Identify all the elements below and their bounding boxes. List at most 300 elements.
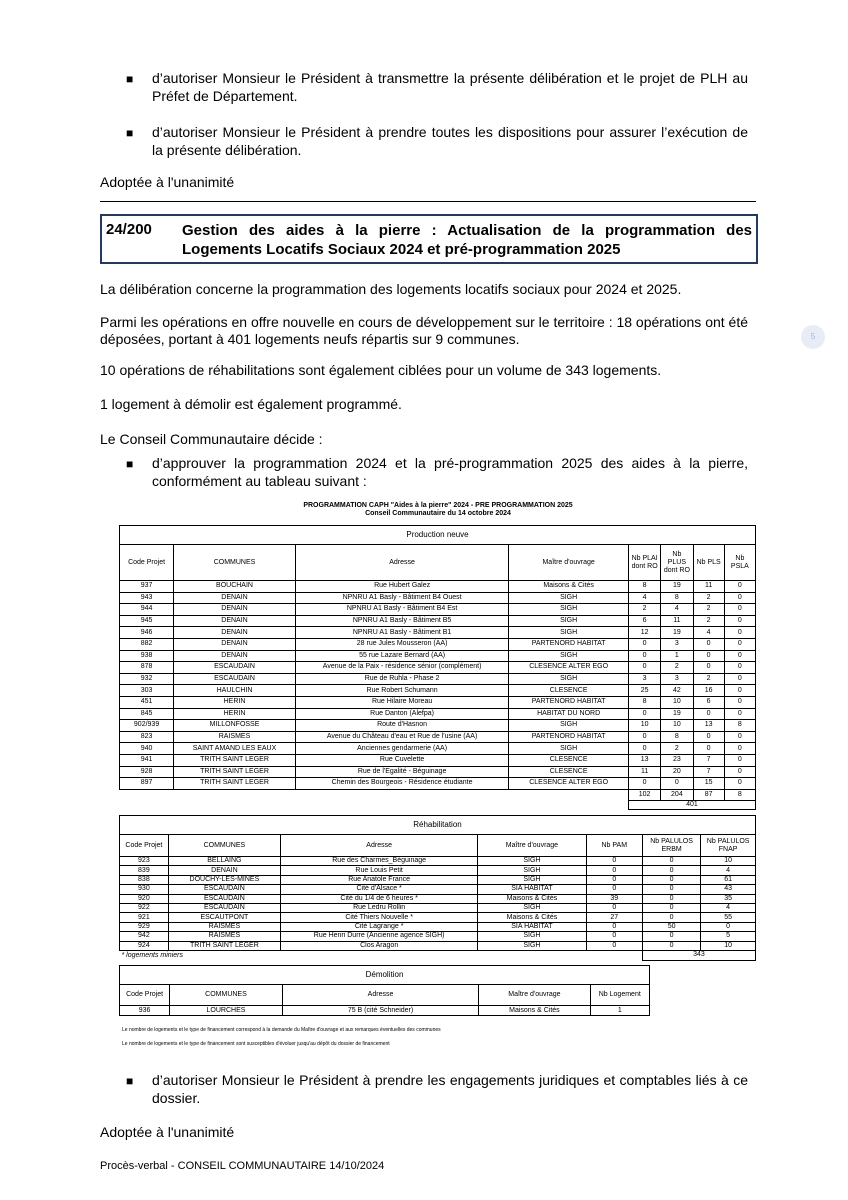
table-cell: 938 bbox=[120, 650, 174, 662]
table-cell: CLESENCE bbox=[509, 754, 629, 766]
table-cell: 1 bbox=[661, 650, 693, 662]
table-cell: 3 bbox=[661, 673, 693, 685]
table-cell: SIA HABITAT bbox=[478, 885, 586, 894]
table-cell: 10 bbox=[628, 720, 660, 732]
table-cell: 921 bbox=[120, 913, 169, 922]
table-rehabilitation bbox=[119, 815, 756, 961]
table-cell: 0 bbox=[693, 743, 724, 755]
table-cell: 25 bbox=[628, 685, 660, 697]
table-cell: 4 bbox=[701, 866, 756, 875]
table-cell: 0 bbox=[701, 922, 756, 931]
table-cell: Cité du 1/4 de 6 heures * bbox=[281, 894, 478, 903]
table-cell: DENAIN bbox=[174, 627, 296, 639]
table-row bbox=[120, 866, 756, 875]
table-cell: 15 bbox=[693, 778, 724, 790]
table-row bbox=[120, 875, 756, 884]
table-cell: 0 bbox=[724, 604, 755, 616]
table-production-neuve bbox=[119, 525, 756, 810]
table-cell: SIGH bbox=[509, 743, 629, 755]
table-row bbox=[120, 922, 756, 931]
table-row bbox=[120, 685, 756, 697]
table-cell: 0 bbox=[724, 743, 755, 755]
table-cell: NPNRU A1 Basly - Bâtiment B4 Est bbox=[295, 604, 508, 616]
table-cell: 2 bbox=[661, 743, 693, 755]
table-cell: Rue Henri Durre (Ancienne agence SIGH) bbox=[281, 932, 478, 941]
table-cell: 0 bbox=[586, 932, 642, 941]
table-cell: 838 bbox=[120, 875, 169, 884]
bullet-text-commitments: d’autoriser Monsieur le Président à prendre les engagements juridiques et comptables liés à ce dossier. bbox=[152, 1072, 748, 1106]
grand-total-row bbox=[120, 800, 756, 809]
table-cell: 923 bbox=[120, 857, 169, 866]
table-cell: 1 bbox=[590, 1006, 649, 1016]
column-header: Nb PAM bbox=[586, 835, 642, 857]
table-cell: 16 bbox=[693, 685, 724, 697]
table-cell: 944 bbox=[120, 604, 174, 616]
table-cell: 0 bbox=[724, 708, 755, 720]
table-cell: 0 bbox=[586, 885, 642, 894]
bullet-icon: ■ bbox=[126, 72, 134, 86]
table-cell: Cité d'Alsace * bbox=[281, 885, 478, 894]
table-cell: 11 bbox=[661, 615, 693, 627]
table-cell: 0 bbox=[724, 766, 755, 778]
table-cell: 61 bbox=[701, 875, 756, 884]
table-cell: 943 bbox=[120, 592, 174, 604]
table-cell: 4 bbox=[628, 592, 660, 604]
paragraph: Le Conseil Communautaire décide : bbox=[100, 431, 323, 447]
bullet-icon: ■ bbox=[126, 1074, 134, 1088]
table-cell: 897 bbox=[120, 778, 174, 790]
table-cell: Rue Hubert Galez bbox=[295, 581, 508, 593]
table-cell: Clos Aragon bbox=[281, 941, 478, 950]
table-row bbox=[120, 638, 756, 650]
table-cell: SIA HABITAT bbox=[478, 922, 586, 931]
table-cell: 5 bbox=[701, 932, 756, 941]
table-cell: 13 bbox=[693, 720, 724, 732]
table-cell: 12 bbox=[628, 627, 660, 639]
table-cell: 0 bbox=[628, 778, 660, 790]
table-cell: 882 bbox=[120, 638, 174, 650]
table-cell: SIGH bbox=[509, 650, 629, 662]
table-cell: 920 bbox=[120, 894, 169, 903]
table-cell: SIGH bbox=[509, 615, 629, 627]
table-cell: 0 bbox=[724, 650, 755, 662]
table-cell: Rue Louis Petit bbox=[281, 866, 478, 875]
table-cell: 940 bbox=[120, 743, 174, 755]
table-cell: Cité Thiers Nouvelle * bbox=[281, 913, 478, 922]
table-row bbox=[120, 731, 756, 743]
table-cell: 2 bbox=[693, 592, 724, 604]
table-cell: 7 bbox=[693, 754, 724, 766]
table-cell: ESCAUDAIN bbox=[168, 885, 280, 894]
table-cell: 0 bbox=[642, 857, 700, 866]
table-header-row bbox=[120, 545, 756, 581]
empty-cell bbox=[120, 789, 629, 800]
table-header-row bbox=[120, 985, 650, 1006]
table-cell: 878 bbox=[120, 662, 174, 674]
table-cell: 0 bbox=[586, 857, 642, 866]
table-cell: 13 bbox=[628, 754, 660, 766]
table-row bbox=[120, 903, 756, 912]
table-cell: 75 B (cité Schneider) bbox=[282, 1006, 479, 1016]
total-cell: 87 bbox=[693, 789, 724, 800]
table-row bbox=[120, 673, 756, 685]
table-row bbox=[120, 627, 756, 639]
table-cell: 55 rue Lazare Bernard (AA) bbox=[295, 650, 508, 662]
column-header: COMMUNES bbox=[170, 985, 283, 1006]
column-header: Maître d'ouvrage bbox=[478, 835, 586, 857]
table-header-row bbox=[120, 835, 756, 857]
table-cell: DENAIN bbox=[174, 592, 296, 604]
table-row bbox=[120, 604, 756, 616]
paragraph: 10 opérations de réhabilitations sont également ciblées pour un volume de 343 logements. bbox=[100, 362, 662, 378]
column-header: Code Projet bbox=[120, 545, 174, 581]
adopted-text: Adoptée à l'unanimité bbox=[100, 1124, 235, 1140]
column-header: Adresse bbox=[282, 985, 479, 1006]
table-cell: CLESENCE bbox=[509, 685, 629, 697]
table-cell: 924 bbox=[120, 941, 169, 950]
table-cell: Rue Danton (Alefpa) bbox=[295, 708, 508, 720]
table-cell: DENAIN bbox=[174, 638, 296, 650]
table-cell: 0 bbox=[724, 731, 755, 743]
table-cell: DENAIN bbox=[168, 866, 280, 875]
table-cell: 0 bbox=[693, 708, 724, 720]
table-cell: 2 bbox=[693, 604, 724, 616]
table-cell: 0 bbox=[724, 592, 755, 604]
table-row bbox=[120, 932, 756, 941]
table-cell: TRITH SAINT LEGER bbox=[174, 766, 296, 778]
paragraph: La délibération concerne la programmation des logements locatifs sociaux pour 2024 et 2025. bbox=[100, 281, 682, 297]
table-cell: 8 bbox=[628, 581, 660, 593]
column-header: Nb PLS bbox=[693, 545, 724, 581]
paragraph: 1 logement à démolir est également programmé. bbox=[100, 396, 402, 412]
table-cell: ESCAUTPONT bbox=[168, 913, 280, 922]
table-title: PROGRAMMATION CAPH "Aides à la pierre" 2024 - PRE PROGRAMMATION 2025 bbox=[303, 502, 573, 509]
table-row bbox=[120, 857, 756, 866]
table-cell: SIGH bbox=[509, 604, 629, 616]
table-cell: 303 bbox=[120, 685, 174, 697]
table-cell: SIGH bbox=[478, 903, 586, 912]
table-cell: BELLAING bbox=[168, 857, 280, 866]
table-cell: 11 bbox=[628, 766, 660, 778]
table-cell: 0 bbox=[724, 581, 755, 593]
table-row bbox=[120, 941, 756, 950]
table-cell: 6 bbox=[693, 696, 724, 708]
table-cell: 0 bbox=[724, 638, 755, 650]
table-cell: DENAIN bbox=[174, 650, 296, 662]
table-cell: 922 bbox=[120, 903, 169, 912]
table-cell: 0 bbox=[628, 650, 660, 662]
table-cell: 28 rue Jules Mousseron (AA) bbox=[295, 638, 508, 650]
column-header: Code Projet bbox=[120, 835, 169, 857]
table-cell: 0 bbox=[642, 932, 700, 941]
column-header: Nb PALULOS FNAP bbox=[701, 835, 756, 857]
table-cell: 6 bbox=[628, 615, 660, 627]
section-title: Gestion des aides à la pierre : Actualisation de la programmation des Logements Locatifs Sociaux 2024 et pré-programmation 2025 bbox=[182, 222, 752, 258]
table-cell: 936 bbox=[120, 1006, 170, 1016]
total-cell: 8 bbox=[724, 789, 755, 800]
section-label: Production neuve bbox=[120, 526, 756, 545]
table-cell: HERIN bbox=[174, 696, 296, 708]
table-cell: 937 bbox=[120, 581, 174, 593]
column-header: Nb Logement bbox=[590, 985, 649, 1006]
section-label: Réhabilitation bbox=[120, 816, 756, 835]
table-cell: MILLONFOSSE bbox=[174, 720, 296, 732]
table-cell: 20 bbox=[661, 766, 693, 778]
table-cell: 0 bbox=[693, 731, 724, 743]
column-header: Nb PLAI dont RO bbox=[628, 545, 660, 581]
table-row bbox=[120, 885, 756, 894]
column-header: Nb PLUS dont RO bbox=[661, 545, 693, 581]
grand-total-cell: 401 bbox=[628, 800, 755, 809]
table-cell: TRITH SAINT LEGER bbox=[174, 778, 296, 790]
table-cell: 0 bbox=[693, 650, 724, 662]
table-cell: SIGH bbox=[478, 857, 586, 866]
table-cell: ESCAUDAIN bbox=[168, 894, 280, 903]
table-cell: Avenue du Château d'eau et Rue de l'usine (AA) bbox=[295, 731, 508, 743]
table-row bbox=[120, 581, 756, 593]
table-row bbox=[120, 766, 756, 778]
table-row bbox=[120, 662, 756, 674]
footnote: Le nombre de logements et le type de financement correspond à la demande du Maître d'ouvrage et aux remarques éventuelles des communes bbox=[122, 1027, 441, 1033]
table-cell: 27 bbox=[586, 913, 642, 922]
table-cell: 0 bbox=[642, 913, 700, 922]
table-cell: SIGH bbox=[478, 941, 586, 950]
table-cell: Maisons & Cités bbox=[479, 1006, 590, 1016]
bullet-icon: ■ bbox=[126, 457, 134, 471]
table-cell: 451 bbox=[120, 696, 174, 708]
empty-cell bbox=[586, 950, 642, 960]
table-cell: 3 bbox=[661, 638, 693, 650]
table-cell: 2 bbox=[693, 615, 724, 627]
page-footer: Procès-verbal - CONSEIL COMMUNAUTAIRE 14/10/2024 bbox=[100, 1160, 385, 1172]
column-header: Code Projet bbox=[120, 985, 170, 1006]
table-demolition bbox=[119, 965, 650, 1016]
table-cell: Maisons & Cités bbox=[478, 913, 586, 922]
table-cell: 930 bbox=[120, 885, 169, 894]
bullet-text-dispositions: d’autoriser Monsieur le Président à prendre toutes les dispositions pour assurer l’exécution de la présente délibération. bbox=[152, 124, 748, 158]
table-cell: RAISMES bbox=[168, 932, 280, 941]
bullet-icon: ■ bbox=[126, 126, 134, 140]
table-cell: 929 bbox=[120, 922, 169, 931]
table-cell: 928 bbox=[120, 766, 174, 778]
table-cell: 10 bbox=[701, 857, 756, 866]
bullet-text-transmit: d’autoriser Monsieur le Président à transmettre la présente délibération et le projet de PLH au Préfet de Département. bbox=[152, 70, 748, 104]
table-row bbox=[120, 592, 756, 604]
table-cell: DOUCHY-LES-MINES bbox=[168, 875, 280, 884]
table-cell: 0 bbox=[586, 866, 642, 875]
table-cell: 0 bbox=[724, 615, 755, 627]
table-cell: 0 bbox=[724, 778, 755, 790]
table-cell: Rue Cuvelette bbox=[295, 754, 508, 766]
table-cell: 0 bbox=[628, 743, 660, 755]
column-header: Nb PSLA bbox=[724, 545, 755, 581]
table-cell: 0 bbox=[628, 708, 660, 720]
table-cell: PARTENORD HABITAT bbox=[509, 638, 629, 650]
table-cell: DENAIN bbox=[174, 615, 296, 627]
bullet-text-approve: d’approuver la programmation 2024 et la pré-programmation 2025 des aides à la pierre, conformément au tableau suivant : bbox=[152, 455, 748, 489]
table-cell: 19 bbox=[661, 708, 693, 720]
table-cell: 0 bbox=[724, 754, 755, 766]
table-cell: 0 bbox=[724, 696, 755, 708]
table-cell: Rue Ledru Rollin bbox=[281, 903, 478, 912]
table-cell: 8 bbox=[661, 592, 693, 604]
table-cell: SIGH bbox=[478, 932, 586, 941]
table-cell: 10 bbox=[661, 720, 693, 732]
table-cell: 3 bbox=[628, 673, 660, 685]
table-row bbox=[120, 894, 756, 903]
table-cell: 10 bbox=[701, 941, 756, 950]
table-cell: 4 bbox=[693, 627, 724, 639]
table-cell: CLESENCE bbox=[509, 766, 629, 778]
table-cell: DENAIN bbox=[174, 604, 296, 616]
table-cell: Cité Lagrange * bbox=[281, 922, 478, 931]
table-cell: 0 bbox=[724, 685, 755, 697]
totals-row bbox=[120, 950, 756, 960]
table-cell: Avenue de la Paix - résidence sénior (complément) bbox=[295, 662, 508, 674]
table-cell: Route d'Hasnon bbox=[295, 720, 508, 732]
table-cell: 23 bbox=[661, 754, 693, 766]
table-cell: NPNRU A1 Basly - Bâtiment B5 bbox=[295, 615, 508, 627]
table-cell: 945 bbox=[120, 615, 174, 627]
table-cell: 0 bbox=[642, 885, 700, 894]
table-row bbox=[120, 913, 756, 922]
table-cell: 845 bbox=[120, 708, 174, 720]
table-cell: 8 bbox=[661, 731, 693, 743]
table-cell: 902/939 bbox=[120, 720, 174, 732]
table-cell: Rue Hilaire Moreau bbox=[295, 696, 508, 708]
table-row bbox=[120, 708, 756, 720]
table-cell: Rue des Charmes_Béguinage bbox=[281, 857, 478, 866]
table-cell: RAISMES bbox=[168, 922, 280, 931]
table-row bbox=[120, 1006, 650, 1016]
table-cell: 19 bbox=[661, 581, 693, 593]
table-cell: Maisons & Cités bbox=[509, 581, 629, 593]
table-cell: 0 bbox=[586, 941, 642, 950]
table-cell: ESCAUDAIN bbox=[174, 662, 296, 674]
paragraph: Parmi les opérations en offre nouvelle en cours de développement sur le territoire : 18 opérations ont été déposées, portant à 401 logements neufs répartis sur 9 communes. bbox=[100, 314, 749, 347]
table-cell: SIGH bbox=[509, 592, 629, 604]
table-cell: NPNRU A1 Basly - Bâtiment B1 bbox=[295, 627, 508, 639]
table-cell: 4 bbox=[661, 604, 693, 616]
table-cell: 43 bbox=[701, 885, 756, 894]
table-row bbox=[120, 696, 756, 708]
table-row bbox=[120, 720, 756, 732]
column-header: Adresse bbox=[295, 545, 508, 581]
table-cell: 0 bbox=[628, 731, 660, 743]
table-cell: SIGH bbox=[509, 673, 629, 685]
table-cell: 2 bbox=[628, 604, 660, 616]
table-cell: CLESENCE ALTER EGO bbox=[509, 778, 629, 790]
table-cell: 4 bbox=[701, 903, 756, 912]
adopted-text: Adoptée à l'unanimité bbox=[100, 174, 235, 190]
table-cell: 50 bbox=[642, 922, 700, 931]
table-cell: 8 bbox=[628, 696, 660, 708]
column-header: Adresse bbox=[281, 835, 478, 857]
table-cell: SIGH bbox=[509, 720, 629, 732]
divider bbox=[100, 201, 756, 202]
table-cell: 0 bbox=[642, 903, 700, 912]
table-cell: 0 bbox=[693, 638, 724, 650]
table-row bbox=[120, 778, 756, 790]
table-cell: 2 bbox=[693, 673, 724, 685]
table-row bbox=[120, 743, 756, 755]
table-cell: SIGH bbox=[478, 866, 586, 875]
table-cell: 932 bbox=[120, 673, 174, 685]
table-cell: 0 bbox=[628, 638, 660, 650]
table-cell: 35 bbox=[701, 894, 756, 903]
table-cell: Anciennes gendarmerie (AA) bbox=[295, 743, 508, 755]
table-cell: 0 bbox=[586, 875, 642, 884]
footnote-cell: * logements miniers bbox=[121, 951, 183, 959]
table-cell: 0 bbox=[693, 662, 724, 674]
table-cell: LOURCHES bbox=[170, 1006, 283, 1016]
table-cell: 0 bbox=[642, 875, 700, 884]
table-cell: CLESENCE ALTER EGO bbox=[509, 662, 629, 674]
table-cell: 7 bbox=[693, 766, 724, 778]
table-cell: Rue de Ruhla - Phase 2 bbox=[295, 673, 508, 685]
table-cell: BOUCHAIN bbox=[174, 581, 296, 593]
table-cell: ESCAUDAIN bbox=[168, 903, 280, 912]
table-cell: 0 bbox=[724, 662, 755, 674]
table-cell: 0 bbox=[642, 866, 700, 875]
table-subtitle: Conseil Communautaire du 14 octobre 2024 bbox=[365, 510, 511, 517]
table-cell: 946 bbox=[120, 627, 174, 639]
table-cell: 11 bbox=[693, 581, 724, 593]
empty-cell bbox=[120, 800, 629, 809]
table-cell: SIGH bbox=[478, 875, 586, 884]
table-row bbox=[120, 650, 756, 662]
table-cell: RAISMES bbox=[174, 731, 296, 743]
table-row bbox=[120, 754, 756, 766]
table-cell: 55 bbox=[701, 913, 756, 922]
table-cell: TRITH SAINT LEGER bbox=[174, 754, 296, 766]
table-cell: 942 bbox=[120, 932, 169, 941]
section-title-box bbox=[100, 214, 758, 264]
table-cell: 2 bbox=[661, 662, 693, 674]
table-cell: 0 bbox=[724, 627, 755, 639]
column-header: COMMUNES bbox=[174, 545, 296, 581]
table-cell: NPNRU A1 Basly - Bâtiment B4 Ouest bbox=[295, 592, 508, 604]
column-header: Nb PALULOS ERBM bbox=[642, 835, 700, 857]
section-label: Démolition bbox=[120, 966, 650, 985]
table-cell: 39 bbox=[586, 894, 642, 903]
table-cell: 10 bbox=[661, 696, 693, 708]
table-cell: 42 bbox=[661, 685, 693, 697]
footnote: Le nombre de logements et le type de financement sont susceptibles d'évoluer jusqu'au dépôt du dossier de financement bbox=[122, 1041, 390, 1047]
table-cell: 0 bbox=[724, 673, 755, 685]
column-header: Maître d'ouvrage bbox=[509, 545, 629, 581]
column-header: COMMUNES bbox=[168, 835, 280, 857]
table-cell: HABITAT DU NORD bbox=[509, 708, 629, 720]
table-cell: SIGH bbox=[509, 627, 629, 639]
table-cell: SAINT AMAND LES EAUX bbox=[174, 743, 296, 755]
table-cell: Maisons & Cités bbox=[478, 894, 586, 903]
table-cell: Chemin des Bourgeois - Résidence étudiante bbox=[295, 778, 508, 790]
table-cell: Rue de l'Egalité - Béguinage bbox=[295, 766, 508, 778]
table-cell: PARTENORD HABITAT bbox=[509, 731, 629, 743]
table-cell: 8 bbox=[724, 720, 755, 732]
table-cell: 0 bbox=[661, 778, 693, 790]
table-cell: Rue Robert Schumann bbox=[295, 685, 508, 697]
total-cell: 204 bbox=[661, 789, 693, 800]
table-cell: HAULCHIN bbox=[174, 685, 296, 697]
table-cell: PARTENORD HABITAT bbox=[509, 696, 629, 708]
table-cell: 0 bbox=[586, 922, 642, 931]
table-cell: 0 bbox=[586, 903, 642, 912]
table-cell: 19 bbox=[661, 627, 693, 639]
table-cell: 0 bbox=[642, 941, 700, 950]
table-cell: 823 bbox=[120, 731, 174, 743]
